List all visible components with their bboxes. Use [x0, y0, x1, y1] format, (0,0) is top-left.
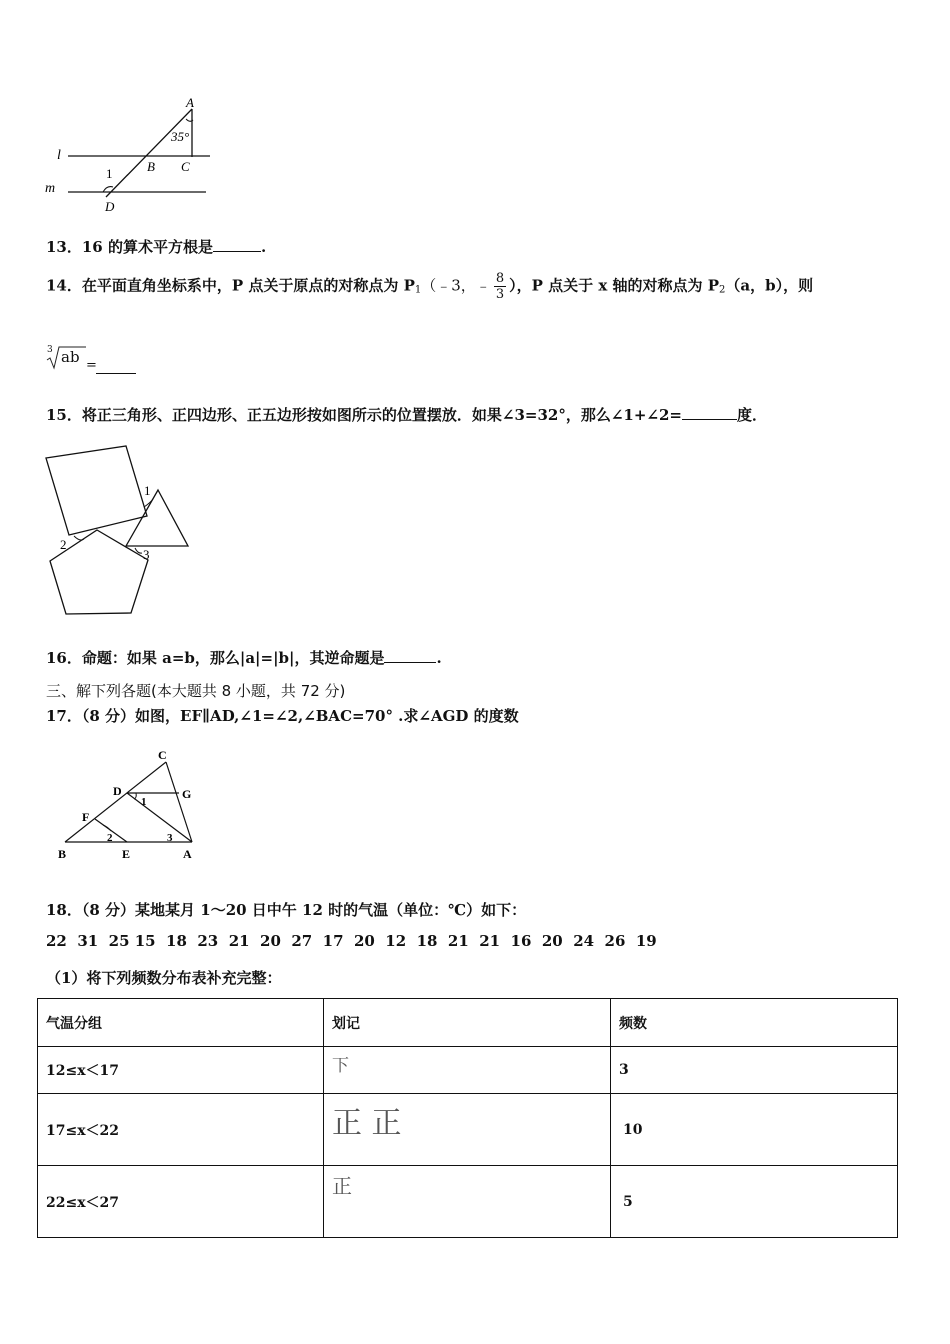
group-cell: 17≤x＜22: [38, 1094, 324, 1166]
question-16: [46, 647, 442, 668]
question-14: [46, 271, 813, 302]
question-13: [46, 236, 266, 257]
label-1: 1: [144, 483, 151, 498]
question-15-text: 15．将正三角形、正四边形、正五边形按如图所示的位置摆放．如果∠3=32°，那么∠1+∠2=: [46, 406, 682, 424]
question-17: 17．（8 分）如图，EF∥AD,∠1=∠2,∠BAC=70° .求∠AGD 的度数: [46, 707, 519, 725]
tally-mark: 正: [332, 1174, 352, 1198]
table-row: [38, 1166, 898, 1238]
question-13-end: .: [260, 238, 267, 256]
group-cell: 22≤x＜27: [38, 1166, 324, 1238]
question-14-text-c: ），P 点关于 x 轴的对称点为 P: [509, 276, 719, 295]
label-2: 2: [60, 537, 67, 552]
tally-mark: 下: [332, 1056, 349, 1076]
triangle-abc-figure: [55, 745, 215, 865]
question-15: [46, 404, 767, 425]
label-c: C: [181, 159, 190, 174]
question-15-end: 度．: [736, 406, 767, 424]
frequency-table: [37, 998, 898, 1238]
subscript-1: 1: [414, 284, 422, 296]
question-16-text: 16．命题：如果 a=b，那么|a|=|b|，其逆命题是: [46, 649, 385, 667]
root-index: 3: [47, 345, 53, 355]
section-3-heading: 三、解下列各题(本大题共 8 小题，共 72 分): [46, 682, 346, 700]
label-angle-2: 2: [107, 832, 113, 844]
question-16-end: .: [436, 649, 442, 667]
angle-2-arc: [74, 536, 84, 540]
label-a: A: [183, 847, 192, 861]
square-shape: [46, 446, 147, 535]
label-a: A: [186, 95, 194, 110]
segment-ca: [166, 762, 192, 842]
label-3: 3: [143, 547, 150, 562]
question-13-text: 13．16 的算术平方根是: [46, 238, 213, 256]
header-temperature-group: 气温分组: [38, 999, 324, 1047]
label-d: D: [113, 784, 122, 798]
fraction-denominator: 3: [495, 287, 505, 302]
label-1: 1: [106, 166, 113, 181]
label-l: l: [57, 148, 61, 163]
temperature-data: 22 31 25 15 18 23 21 20 27 17 20 12 18 21 21 16 20 24 26 19: [46, 932, 657, 950]
parallel-lines-figure: [40, 95, 230, 220]
radicand: ab: [61, 348, 80, 366]
triangle-shape: [126, 490, 188, 546]
frequency-cell: 10: [611, 1094, 898, 1166]
transversal-ad: [106, 109, 192, 197]
fraction-numerator: 8: [495, 271, 505, 286]
table-header-row: [38, 999, 898, 1047]
label-angle-35: 35°: [171, 129, 190, 144]
label-angle-1: 1: [141, 796, 147, 808]
label-angle-3: 3: [167, 832, 173, 844]
label-d: D: [105, 199, 115, 214]
question-14-text-b: （﹣3，﹣: [421, 276, 491, 295]
frequency-cell: 5: [611, 1166, 898, 1238]
polygons-figure: [40, 440, 200, 620]
header-frequency: 频数: [611, 999, 898, 1047]
table-row: [38, 1047, 898, 1094]
table-row: [38, 1094, 898, 1166]
label-c: C: [158, 748, 167, 762]
segment-cb: [65, 762, 166, 842]
label-e: E: [122, 847, 131, 861]
cube-root-expression: [46, 344, 146, 378]
fraction-8-3: [494, 271, 506, 302]
label-g: G: [182, 787, 192, 801]
question-14-text-d: （a，b），则: [725, 276, 814, 295]
header-tally: 划记: [324, 999, 611, 1047]
subscript-2: 2: [719, 284, 726, 296]
label-b: B: [58, 847, 67, 861]
question-18-part-1: （1）将下列频数分布表补充完整：: [46, 969, 282, 987]
group-cell: 12≤x＜17: [38, 1047, 324, 1094]
tally-mark: 正 正: [332, 1106, 402, 1141]
label-f: F: [82, 810, 90, 824]
label-m: m: [45, 181, 56, 196]
label-b: B: [147, 159, 155, 174]
answer-blank-16[interactable]: [384, 648, 436, 663]
answer-blank-15[interactable]: [682, 405, 737, 420]
frequency-cell: 3: [611, 1047, 898, 1094]
question-14-text-a: 14．在平面直角坐标系中，P 点关于原点的对称点为 P: [46, 276, 415, 295]
equals-sign: =: [86, 358, 97, 373]
question-18: 18．（8 分）某地某月 1～20 日中午 12 时的气温（单位：℃）如下：: [46, 901, 527, 919]
answer-blank-13[interactable]: [213, 237, 261, 252]
answer-blank-14[interactable]: [96, 359, 136, 374]
